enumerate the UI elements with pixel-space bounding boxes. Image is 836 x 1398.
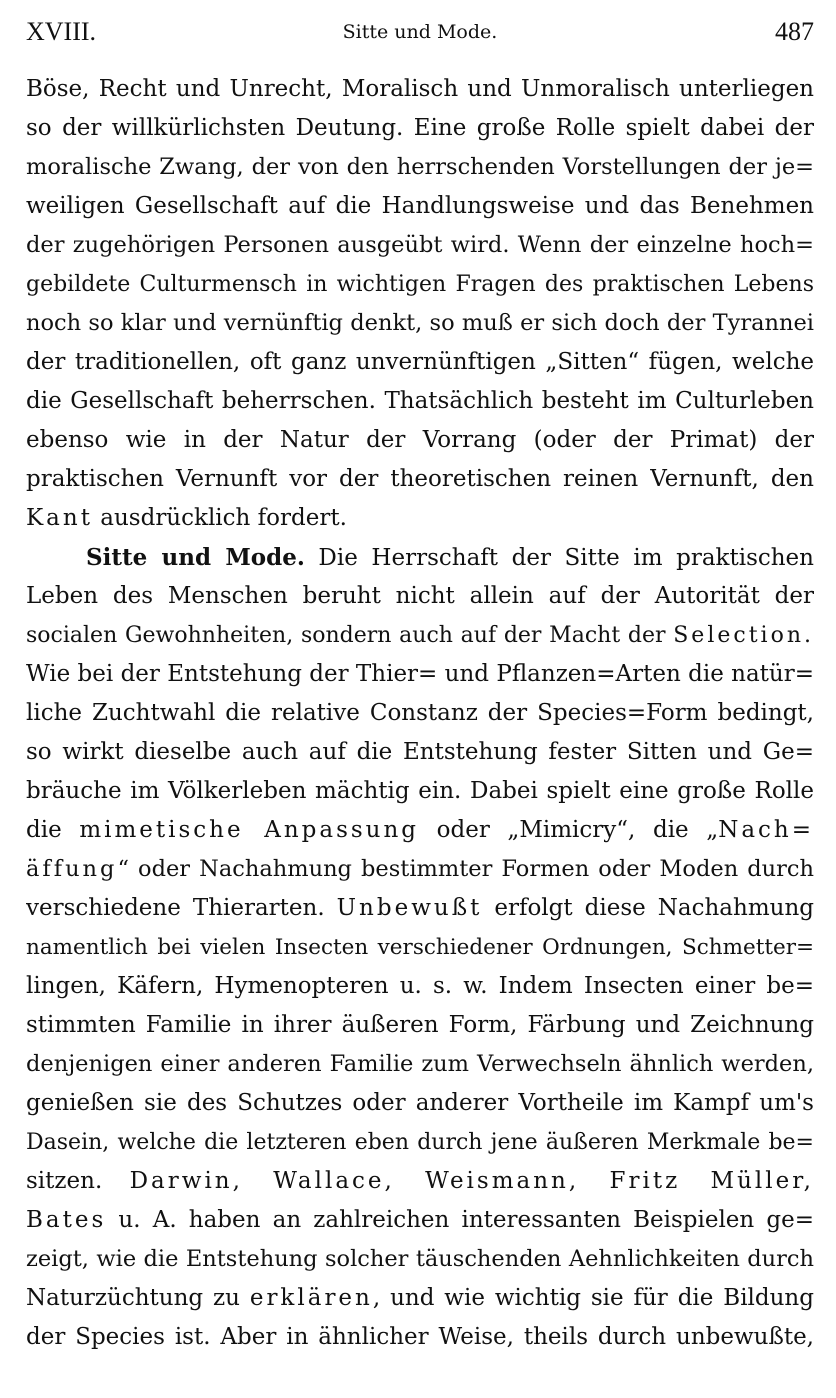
text-line: so wirkt dieselbe auch auf die Entstehung fester Sitten und Ge= (26, 739, 814, 765)
text-line: die Gesellschaft beherrschen. Thatsächlich besteht im Culturleben (26, 388, 814, 414)
text-run: “ oder Nachahmung bestimmter Formen oder Moden durch (117, 856, 814, 882)
text-line: denjenigen einer anderen Familie zum Verwechseln ähnlich werden, (26, 1051, 814, 1077)
running-head (26, 14, 814, 50)
emphasis: Darwin, Wallace, Weismann, Fritz Müller, (129, 1168, 814, 1194)
text-run: oder „Mimicry“, die „ (419, 817, 719, 843)
body-text (26, 70, 814, 1357)
text-line: bräuche im Völkerleben mächtig ein. Dabei spielt eine große Rolle (26, 778, 814, 804)
running-title: Sitte und Mode. (342, 21, 498, 43)
emphasis: mimetische Anpassung (79, 817, 420, 843)
text-run: socialen Gewohnheiten, sondern auch auf der Macht der (26, 623, 674, 648)
text-run: u. A. haben an zahlreichen interessanten Beispielen ge= (106, 1207, 814, 1233)
emphasis: Unbewußt (336, 895, 483, 921)
text-line: lingen, Käfern, Hymenopteren u. s. w. Indem Insecten einer be= (26, 973, 814, 999)
text-line: gebildete Culturmensch in wichtigen Fragen des praktischen Lebens (26, 272, 814, 297)
text-line (26, 538, 814, 577)
text-line: moralische Zwang, der von den herrschenden Vorstellungen der je= (26, 154, 814, 180)
page-number: 487 (775, 17, 814, 46)
text-line (26, 1279, 814, 1318)
text-line: genießen sie des Schutzes oder anderer Vortheile im Kampf um's (26, 1090, 814, 1116)
text-run: die (26, 817, 80, 843)
text-run: Naturzüchtung zu (26, 1285, 250, 1311)
text-line (26, 1162, 814, 1201)
text-line: der zugehörigen Personen ausgeübt wird. Wenn der einzelne hoch= (26, 232, 814, 258)
emphasis: erklären (249, 1285, 373, 1311)
text-line (26, 850, 814, 889)
emphasis: äffung (26, 856, 118, 882)
text-line: ebenso wie in der Natur der Vorrang (oder der Primat) der (26, 427, 814, 453)
section-heading: Sitte und Mode. (86, 544, 305, 571)
text-line (26, 811, 814, 850)
text-run: erfolgt diese Nachahmung (482, 895, 814, 921)
text-line: weiligen Gesellschaft auf die Handlungsweise und das Benehmen (26, 193, 814, 219)
text-line (26, 499, 814, 538)
emphasis: Nach= (718, 817, 814, 843)
text-line (26, 889, 814, 928)
text-run: Die Herrschaft der Sitte im praktischen (304, 545, 814, 571)
text-run: ausdrücklich fordert. (92, 505, 347, 531)
text-line: stimmten Familie in ihrer äußeren Form, Färbung und Zeichnung (26, 1012, 814, 1038)
text-line: Böse, Recht und Unrecht, Moralisch und Unmoralisch unterliegen (26, 76, 814, 102)
text-line: praktischen Vernunft vor der theoretischen reinen Vernunft, den (26, 466, 814, 492)
text-line: liche Zuchtwahl die relative Constanz der Species=Form bedingt, (26, 700, 814, 726)
text-line: zeigt, wie die Entstehung solcher täuschenden Aehnlichkeiten durch (26, 1246, 814, 1272)
text-line: der traditionellen, oft ganz unvernünftigen „Sitten“ fügen, welche (26, 349, 814, 375)
text-line (26, 616, 814, 655)
text-line: der Species ist. Aber in ähnlicher Weise, theils durch unbewußte, (26, 1324, 814, 1350)
text-line: Dasein, welche die letzteren eben durch jene äußeren Merkmale be= (26, 1130, 814, 1155)
emphasis: Bates (26, 1207, 107, 1233)
text-run: , und wie wichtig sie für die Bildung (372, 1285, 814, 1311)
chapter-number: XVIII. (26, 17, 97, 46)
text-run: sitzen. (26, 1168, 130, 1194)
emphasis: Selection. (673, 623, 814, 648)
text-line: namentlich bei vielen Insecten verschiedener Ordnungen, Schmetter= (26, 935, 814, 960)
text-line: Leben des Menschen beruht nicht allein auf der Autorität der (26, 583, 814, 609)
text-run: verschiedene Thierarten. (26, 895, 337, 921)
text-line (26, 1201, 814, 1240)
text-line: noch so klar und vernünftig denkt, so muß er sich doch der Tyrannei (26, 310, 814, 336)
text-line: Wie bei der Entstehung der Thier= und Pflanzen=Arten die natür= (26, 661, 814, 687)
spaced-name: Kant (26, 505, 93, 531)
text-line: so der willkürlichsten Deutung. Eine große Rolle spielt dabei der (26, 115, 814, 141)
